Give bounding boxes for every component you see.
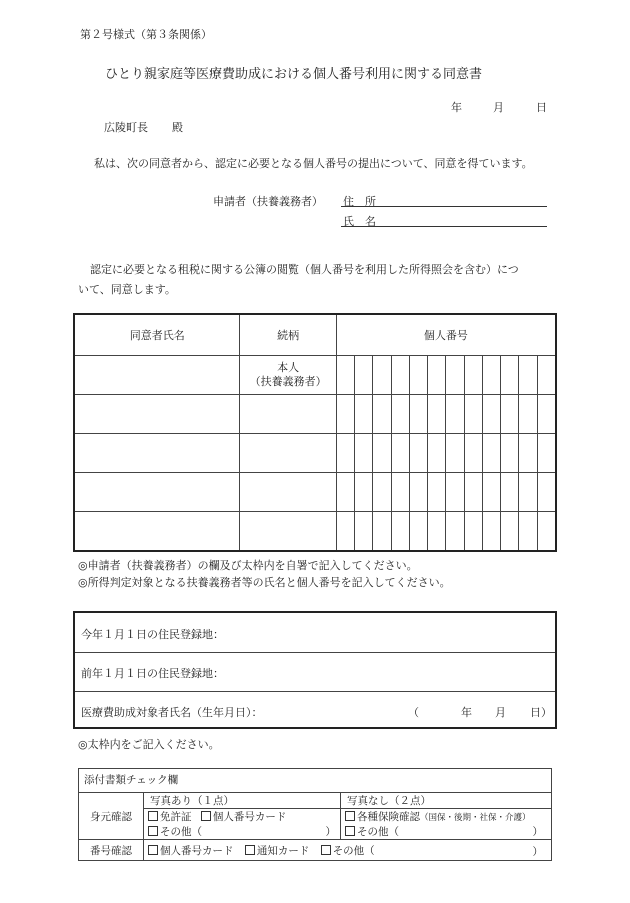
digit-cell[interactable] [428,356,446,395]
addressee: 広陵町長 [104,121,148,134]
digit-cell[interactable] [464,473,482,512]
document-title: ひとり親家庭等医療費助成における個人番号利用に関する同意書 [105,67,483,82]
table-row [74,434,556,473]
other-id-close: ） [325,826,336,838]
digit-cell[interactable] [464,356,482,395]
relation-cell[interactable] [240,473,336,512]
statement-consent-obtained: 私は、次の同意者から、認定に必要となる個人番号の提出について、同意を得ています。 [94,157,533,170]
digit-cell[interactable] [428,434,446,473]
digit-cell[interactable] [482,356,500,395]
digit-cell[interactable] [519,356,537,395]
number-check-options [144,840,552,861]
digit-cell[interactable] [482,434,500,473]
relation-cell [240,356,336,395]
n-mynumber-card-checkbox[interactable] [148,845,158,855]
digit-cell[interactable] [373,395,391,434]
digit-cell[interactable] [373,434,391,473]
name-line[interactable] [341,226,547,227]
digit-cell[interactable] [537,473,556,512]
digit-cell[interactable] [373,473,391,512]
attachment-check-table [78,768,552,861]
digit-cell[interactable] [446,356,464,395]
digit-cell[interactable] [537,395,556,434]
photo-no-other [341,824,552,840]
n-other-close: ） [532,846,543,858]
consenter-name-cell[interactable] [74,473,240,512]
digit-cell[interactable] [464,395,482,434]
date-year-label: 年 [451,101,462,114]
other-id-checkbox[interactable] [148,826,158,836]
dob-year-label: 年 [461,706,472,719]
digit-cell[interactable] [355,395,373,434]
beneficiary-row[interactable] [75,691,555,730]
dob-month-label: 月 [495,706,506,719]
n-mynumber-card-label: 個人番号カード [160,844,234,857]
digit-cell[interactable] [409,512,427,552]
digit-cell[interactable] [482,395,500,434]
note-fill-box: ◎太枠内をご記入ください。 [78,738,220,751]
previous-residence-row[interactable] [75,652,555,692]
mynumber-card-label: 個人番号カード [212,811,287,823]
digit-cell[interactable] [336,473,354,512]
photo-yes-options [144,809,341,825]
digit-cell[interactable] [482,473,500,512]
form-number: 第２号様式（第３条関係） [80,28,212,41]
digit-cell[interactable] [501,512,519,552]
other-doc-close: ） [532,826,543,838]
date-day-label: 日 [536,101,547,114]
digit-cell[interactable] [355,473,373,512]
other-doc-label: その他（ [357,826,399,838]
digit-cell[interactable] [409,356,427,395]
digit-cell[interactable] [537,512,556,552]
license-checkbox[interactable] [148,811,158,821]
attachment-title: 添付書類チェック欄 [79,769,552,793]
number-check-label: 番号確認 [79,840,144,861]
current-residence-row[interactable] [75,613,555,653]
note-self-signature: ◎申請者（扶養義務者）の欄及び太枠内を自署で記入してください。 [78,559,418,572]
digit-cell[interactable] [537,356,556,395]
photo-yes-other [144,824,341,840]
digit-cell[interactable] [355,356,373,395]
mynumber-card-checkbox[interactable] [201,811,211,821]
name-label: 氏 名 [343,215,376,228]
digit-cell[interactable] [519,473,537,512]
digit-cell[interactable] [373,356,391,395]
digit-cell[interactable] [501,473,519,512]
consenter-name-cell[interactable] [74,434,240,473]
digit-cell[interactable] [355,512,373,552]
relation-cell[interactable] [240,512,336,552]
digit-cell[interactable] [428,395,446,434]
digit-cell[interactable] [519,512,537,552]
digit-cell[interactable] [428,512,446,552]
digit-cell[interactable] [336,356,354,395]
photo-yes-header: 写真あり（１点） [144,793,341,809]
notice-card-label: 通知カード [256,844,310,857]
insurance-checkbox[interactable] [345,811,355,821]
table-row [74,356,556,395]
digit-cell[interactable] [428,473,446,512]
beneficiary-label: 医療費助成対象者氏名（生年月日）： [81,706,263,719]
n-other-checkbox[interactable] [321,845,331,855]
digit-cell[interactable] [336,395,354,434]
other-id-label: その他（ [160,826,202,838]
notice-card-checkbox[interactable] [245,845,255,855]
applicant-label: 申請者（扶養義務者） [213,195,323,208]
relation-cell[interactable] [240,434,336,473]
header-relation: 続柄 [240,314,336,356]
photo-no-options [341,809,552,825]
digit-cell[interactable] [391,473,409,512]
digit-cell[interactable] [373,512,391,552]
consenter-name-cell[interactable] [74,356,240,395]
digit-cell[interactable] [537,434,556,473]
note-dependents: ◎所得判定対象となる扶養義務者等の氏名と個人番号を記入してください。 [78,576,451,589]
statement-consent-line2: いて、同意します。 [78,283,176,296]
license-label: 免許証 [160,811,192,823]
digit-cell[interactable] [391,512,409,552]
digit-cell[interactable] [464,434,482,473]
header-consenter-name: 同意者氏名 [74,314,240,356]
relation-cell[interactable] [240,395,336,434]
header-individual-number: 個人番号 [336,314,556,356]
digit-cell[interactable] [446,512,464,552]
digit-cell[interactable] [409,473,427,512]
address-line[interactable] [341,206,547,207]
digit-cell[interactable] [336,512,354,552]
table-row [74,395,556,434]
dob-day-label: 日） [530,706,552,719]
digit-cell[interactable] [391,395,409,434]
consenter-name-cell[interactable] [74,512,240,552]
digit-cell[interactable] [391,356,409,395]
insurance-label: 各種保険確認 [357,811,420,823]
statement-consent-line1: 認定に必要となる租税に関する公簿の閲覧（個人番号を利用した所得照会を含む）につ [90,263,519,276]
n-other-label: その他（ [332,844,375,857]
digit-cell[interactable] [391,434,409,473]
digit-cell[interactable] [409,434,427,473]
residence-box [73,611,557,729]
digit-cell[interactable] [519,434,537,473]
consenter-name-cell[interactable] [74,395,240,434]
digit-cell[interactable] [409,395,427,434]
digit-cell[interactable] [519,395,537,434]
consent-table [73,313,557,552]
table-row [74,512,556,552]
digit-cell[interactable] [446,473,464,512]
previous-residence-label: 前年１月１日の住民登録地： [81,667,224,680]
dob-paren-open: （ [408,706,419,719]
digit-cell[interactable] [501,356,519,395]
photo-no-header: 写真なし（２点） [341,793,552,809]
digit-cell[interactable] [336,434,354,473]
digit-cell[interactable] [464,512,482,552]
id-check-label: 身元確認 [79,793,144,840]
other-doc-checkbox[interactable] [345,826,355,836]
digit-cell[interactable] [446,434,464,473]
digit-cell[interactable] [355,434,373,473]
address-label: 住 所 [343,195,376,208]
digit-cell[interactable] [501,395,519,434]
digit-cell[interactable] [501,434,519,473]
honorific: 殿 [172,121,183,134]
self-label: 本人 [277,361,300,374]
self-sub-label: （扶養義務者） [249,375,327,388]
current-residence-label: 今年１月１日の住民登録地： [81,628,224,641]
insurance-note: （国保・後期・社保・介護） [420,813,531,823]
table-row [74,473,556,512]
digit-cell[interactable] [446,395,464,434]
digit-cell[interactable] [482,512,500,552]
date-month-label: 月 [493,101,504,114]
